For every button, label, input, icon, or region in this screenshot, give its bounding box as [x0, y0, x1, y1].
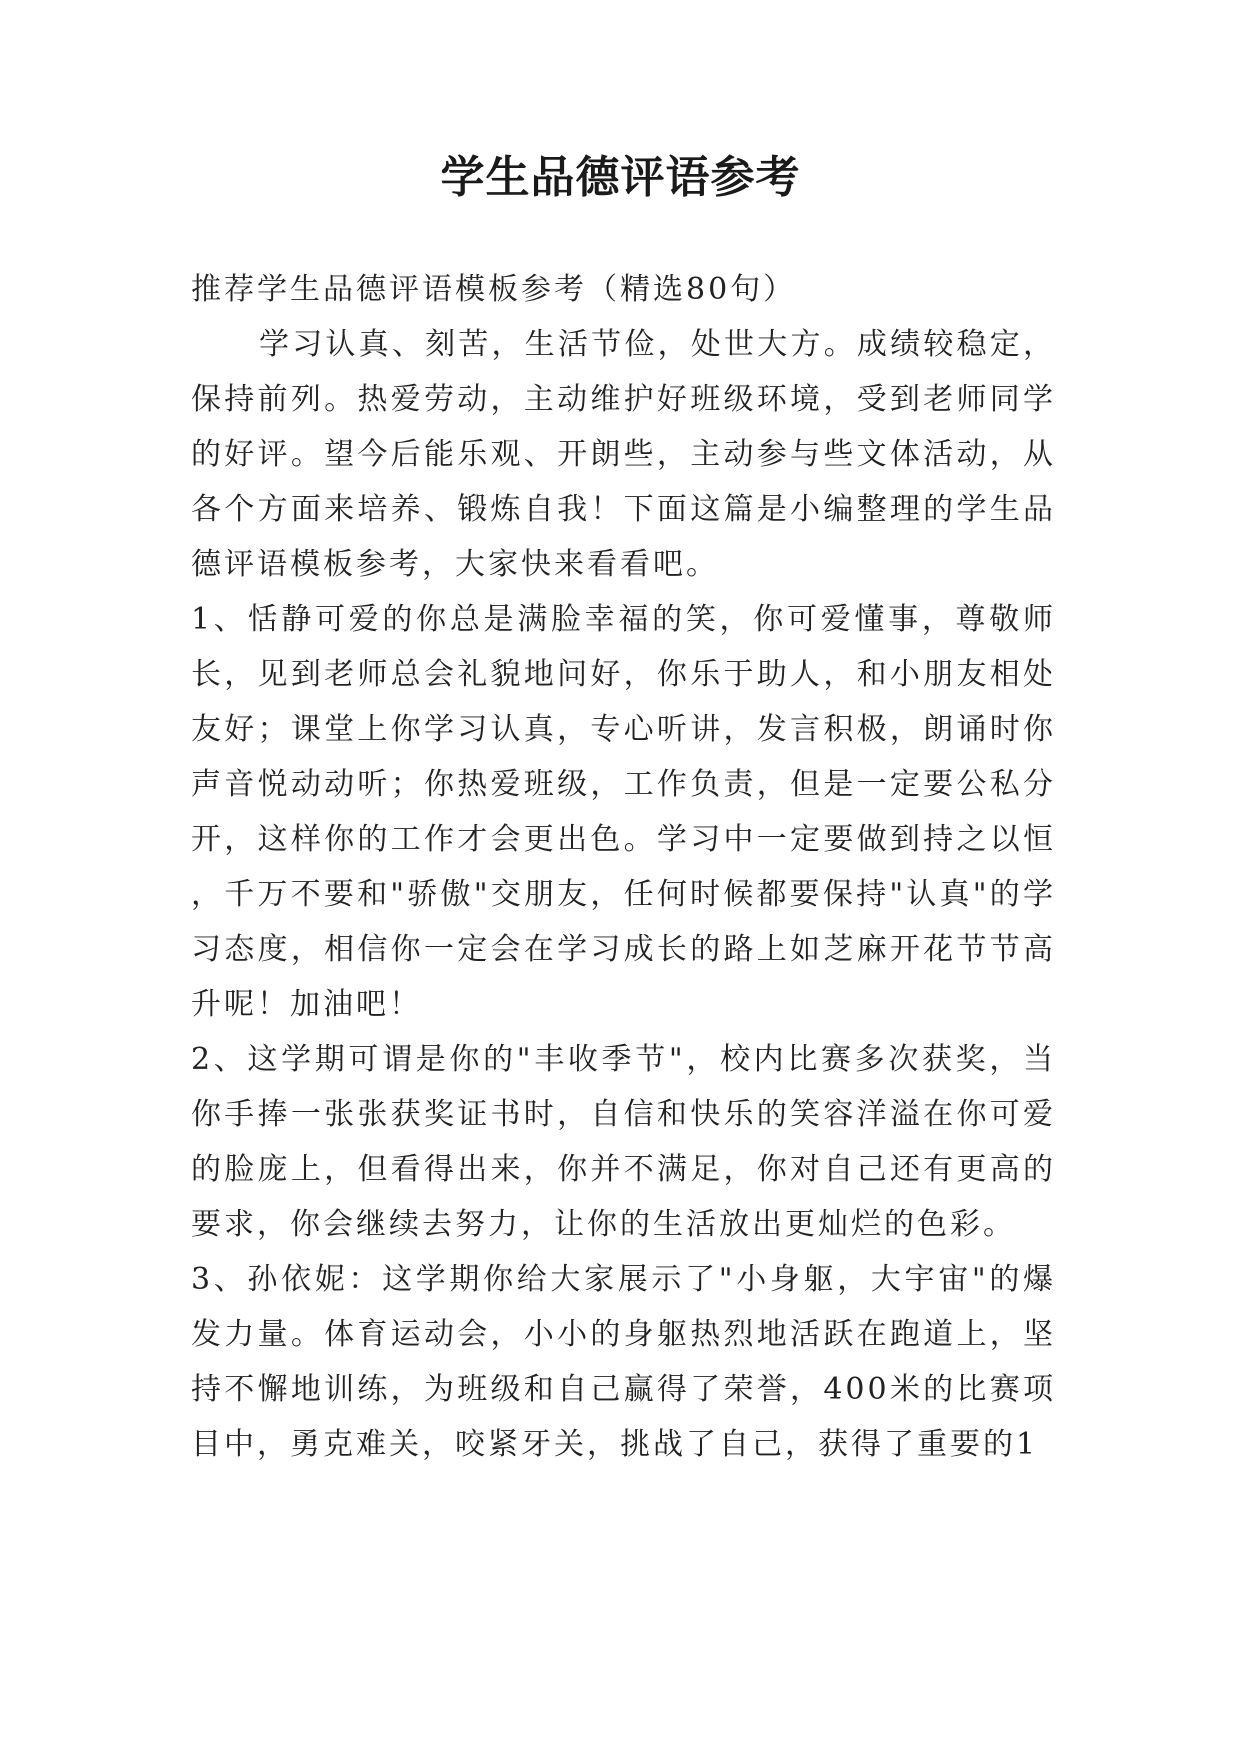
comment-item-2: 2、这学期可谓是你的"丰收季节"，校内比赛多次获奖，当你手捧一张张获奖证书时，自信和快乐的笑容洋溢在你可爱的脸庞上，但看得出来，你并不满足，你对自己还有更高的要求，你会继续去努力，让你的生活放出更灿烂的色彩。: [191, 1042, 1056, 1242]
document-subtitle: 推荐学生品德评语模板参考（精选80句）: [191, 272, 797, 307]
document-body: [191, 262, 1056, 1472]
comment-item-3: 3、孙依妮：这学期你给大家展示了"小身躯，大宇宙"的爆发力量。体育运动会，小小的身躯热烈地活跃在跑道上，坚持不懈地训练，为班级和自己赢得了荣誉，400米的比赛项目中，勇克难关，咬紧牙关，挑战了自己，获得了重要的1: [191, 1262, 1056, 1462]
comment-item-1: 1、恬静可爱的你总是满脸幸福的笑，你可爱懂事，尊敬师长，见到老师总会礼貌地问好，你乐于助人，和小朋友相处友好；课堂上你学习认真，专心听讲，发言积极，朗诵时你声音悦动动听；你热爱班级，工作负责，但是一定要公私分开，这样你的工作才会更出色。学习中一定要做到持之以恒，千万不要和"骄傲"交朋友，任何时候都要保持"认真"的学习态度，相信你一定会在学习成长的路上如芝麻开花节节高升呢！加油吧！: [191, 602, 1056, 1022]
document-title: 学生品德评语参考: [440, 152, 801, 203]
intro-paragraph: 学习认真、刻苦，生活节俭，处世大方。成绩较稳定，保持前列。热爱劳动，主动维护好班级环境，受到老师同学的好评。望今后能乐观、开朗些，主动参与些文体活动，从各个方面来培养、锻炼自我！下面这篇是小编整理的学生品德评语模板参考，大家快来看看吧。: [191, 327, 1056, 582]
